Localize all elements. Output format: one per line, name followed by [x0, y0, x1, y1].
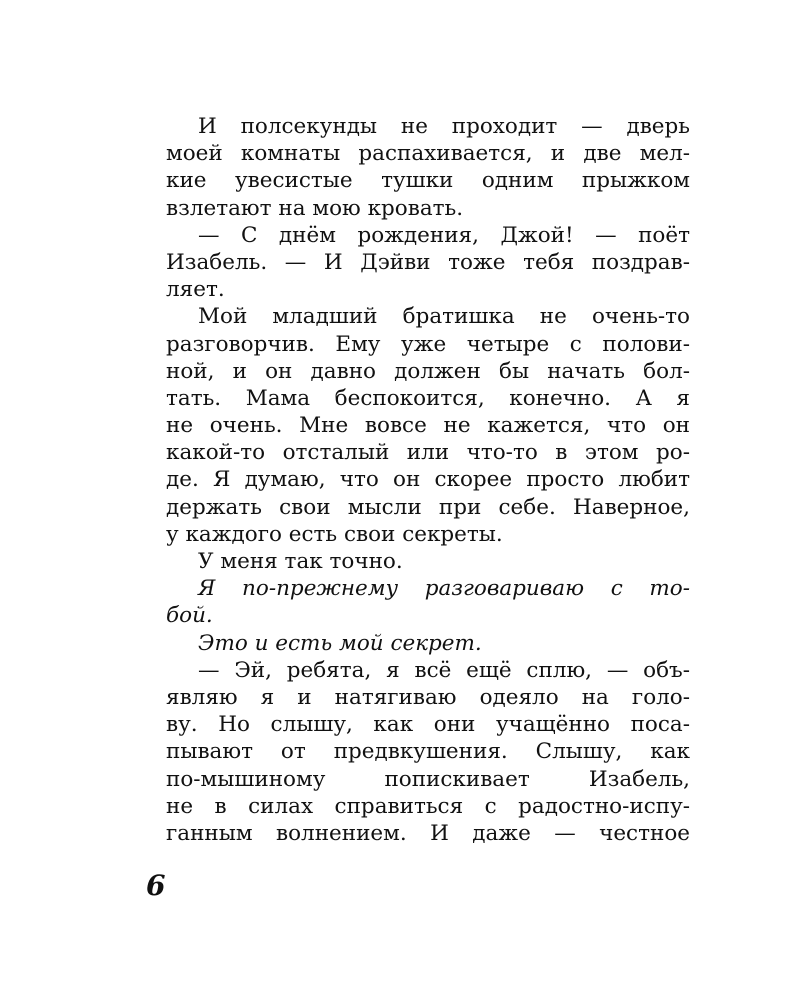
paragraph	[166, 222, 690, 304]
text-line: разговорчив. Ему уже четыре с полови-	[166, 331, 690, 357]
text-line: Я по-прежнему разговариваю с то-	[198, 576, 690, 602]
paragraph	[166, 630, 690, 657]
text-line: кие увесистые тушки одним прыжком	[166, 168, 690, 194]
text-line: Это и есть мой секрет.	[198, 630, 482, 656]
paragraph	[166, 548, 690, 575]
text-line: — С днём рождения, Джой! — поёт	[198, 222, 690, 248]
text-line: не в силах справиться с радостно-испу-	[166, 793, 690, 819]
text-line: моей комнаты распахивается, и две мел-	[166, 141, 690, 167]
text-line: ганным волнением. И даже — честное	[166, 820, 690, 846]
text-line: по-мышиному попискивает Изабель,	[166, 766, 690, 792]
body-text	[166, 113, 690, 847]
text-line: являю я и натягиваю одеяло на голо-	[166, 684, 690, 710]
text-line: какой-то отсталый или что-то в этом ро-	[166, 440, 690, 466]
text-line: у каждого есть свои секреты.	[166, 521, 503, 547]
text-line: взлетают на мою кровать.	[166, 195, 464, 221]
paragraph	[166, 575, 690, 629]
page-number: 6	[146, 869, 166, 902]
text-line: ву. Но слышу, как они учащённо поса-	[166, 712, 690, 738]
text-line: пывают от предвкушения. Слышу, как	[166, 739, 690, 765]
text-line: держать свои мысли при себе. Наверное,	[166, 494, 690, 520]
text-line: И полсекунды не проходит — дверь	[198, 114, 690, 139]
text-line: тать. Мама беспокоится, конечно. А я	[166, 385, 690, 411]
text-line: бой.	[166, 603, 213, 629]
text-line: Изабель. — И Дэйви тоже тебя поздрав-	[166, 249, 690, 275]
text-line: Мой младший братишка не очень-то	[198, 304, 690, 330]
text-line: ной, и он давно должен бы начать бол-	[166, 358, 690, 384]
paragraph	[166, 657, 690, 847]
text-line: — Эй, ребята, я всё ещё сплю, — объ-	[198, 657, 690, 683]
text-line: де. Я думаю, что он скорее просто любит	[166, 467, 690, 493]
text-line: ляет.	[166, 277, 225, 303]
paragraph	[166, 113, 690, 222]
text-line: не очень. Мне вовсе не кажется, что он	[166, 413, 690, 439]
paragraph	[166, 303, 690, 548]
text-line: У меня так точно.	[198, 549, 403, 574]
